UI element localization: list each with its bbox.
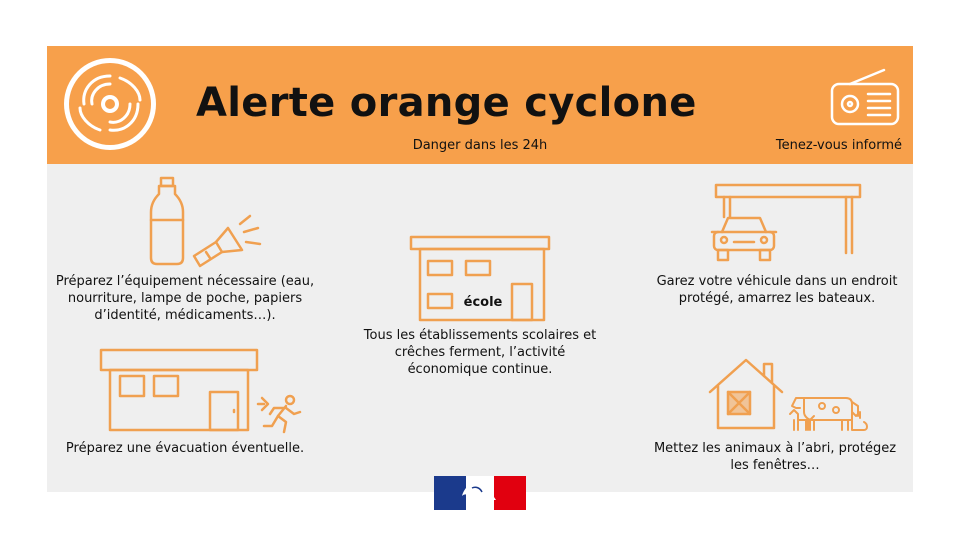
car-icon [710,212,778,266]
dog-icon [786,408,816,432]
shelter-house-icon [706,356,788,432]
cat-icon [848,410,870,432]
cyclone-icon [62,56,158,152]
equipment-text: Préparez l’équipement nécessaire (eau, nourriture, lampe de poche, papiers d’identité, médicaments…). [55,274,315,323]
radio-icon [828,66,902,128]
danger-subtitle: Danger dans les 24h [412,138,548,153]
vehicle-text: Garez votre véhicule dans un endroit protégé, amarrez les bateaux. [656,274,898,306]
schools-text: Tous les établissements scolaires et crêches ferment, l’activité économique continue. [363,328,597,377]
flashlight-icon [188,212,268,268]
animals-text: Mettez les animaux à l’abri, protégez les fenêtres… [653,441,897,473]
stay-informed-label: Tenez-vous informé [775,138,902,153]
marianne-flag-logo [434,476,526,510]
school-label: école [463,295,503,310]
page-title: Alerte orange cyclone [196,80,697,126]
running-person-icon [262,394,302,434]
evacuation-text: Préparez une évacuation éventuelle. [65,441,305,456]
